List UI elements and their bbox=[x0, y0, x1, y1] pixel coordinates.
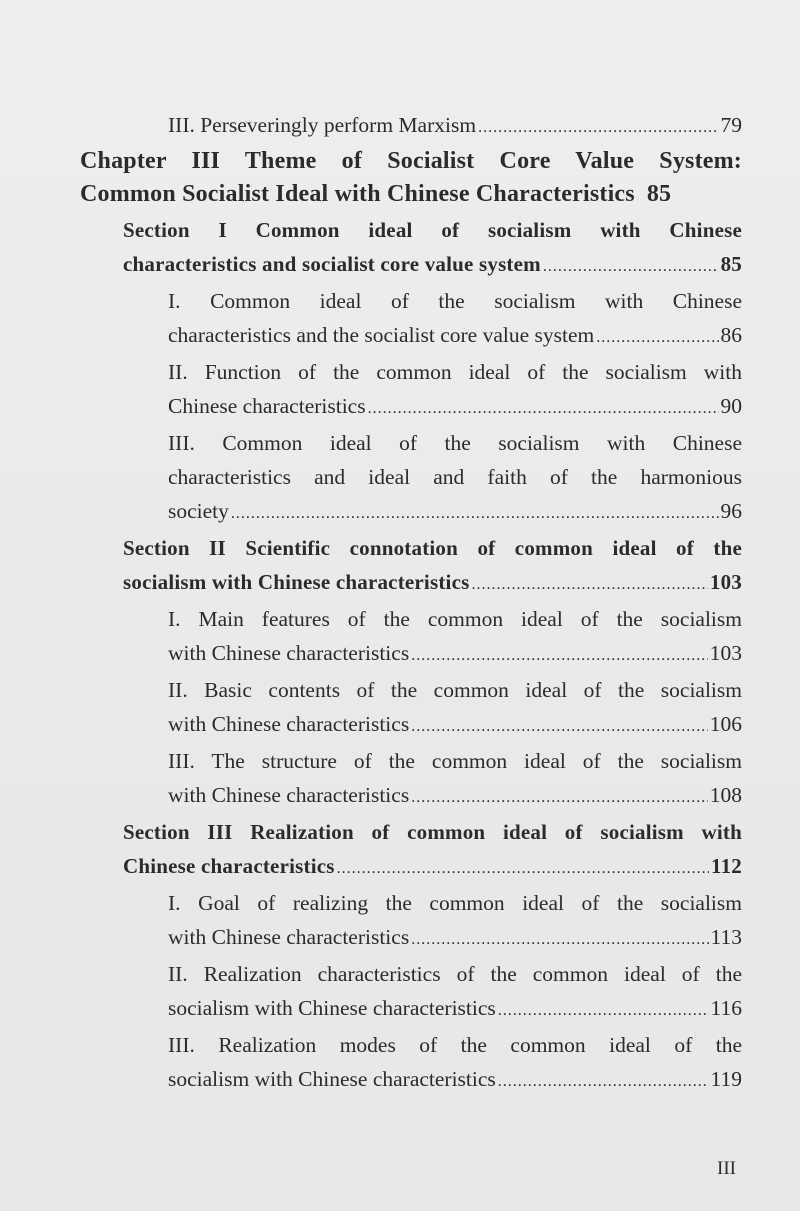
dot-leader bbox=[337, 852, 709, 886]
toc-entry-title-end: Chinese characteristics bbox=[123, 854, 335, 878]
toc-entry-item bbox=[0, 355, 800, 426]
toc-entry-item bbox=[0, 602, 800, 673]
toc-page-number: 86 bbox=[720, 323, 742, 347]
toc-entry-title-end: III. Perseveringly perform Marxism bbox=[168, 113, 477, 137]
toc-entry-title-line: characteristics and ideal and faith of the harmonious bbox=[168, 465, 742, 489]
toc-page-number: 103 bbox=[709, 641, 742, 665]
toc-page-number: 106 bbox=[709, 712, 742, 736]
toc-entry-last-line bbox=[168, 636, 742, 673]
toc-entry-item bbox=[0, 886, 800, 957]
toc-page-number: 79 bbox=[720, 113, 742, 137]
toc-entry-last-line bbox=[123, 565, 742, 602]
toc-entry-title-line: III. The structure of the common ideal of the socialism bbox=[168, 749, 742, 773]
toc-entry-last-line bbox=[168, 991, 742, 1028]
toc-entry-title-line: I. Goal of realizing the common ideal of the socialism bbox=[168, 891, 742, 915]
toc-entry-last-line bbox=[168, 108, 742, 145]
toc-entry-title-end: socialism with Chinese characteristics bbox=[123, 570, 470, 594]
toc-entry-sec bbox=[0, 213, 800, 284]
dot-leader bbox=[411, 639, 708, 673]
dot-leader bbox=[471, 568, 707, 602]
toc-entry-item bbox=[0, 673, 800, 744]
toc-entry-chap bbox=[0, 145, 800, 213]
toc-entry-title-end: socialism with Chinese characteristics bbox=[168, 1067, 496, 1091]
toc-entry-sec bbox=[0, 815, 800, 886]
toc-page-number: 90 bbox=[720, 394, 742, 418]
toc-page-number: 85 bbox=[646, 181, 672, 207]
page-number: III bbox=[717, 1158, 736, 1179]
toc-entry-item bbox=[0, 284, 800, 355]
toc-entry-title-end: with Chinese characteristics bbox=[168, 783, 410, 807]
toc-entry-title-line: Section I Common ideal of socialism with Chinese bbox=[123, 218, 742, 242]
toc-entry-last-line bbox=[168, 1062, 742, 1099]
toc-entry-last-line bbox=[168, 778, 742, 815]
toc-entry-last-line bbox=[123, 849, 742, 886]
toc-page-number: 96 bbox=[720, 499, 742, 523]
toc-entry-title-end: with Chinese characteristics bbox=[168, 641, 410, 665]
toc-entry-last-line bbox=[168, 318, 742, 355]
table-of-contents bbox=[0, 108, 800, 1099]
toc-page-number: 103 bbox=[709, 570, 742, 594]
toc-entry-last-line bbox=[80, 178, 742, 213]
toc-page-number: 85 bbox=[720, 252, 742, 276]
toc-page-number: 116 bbox=[710, 996, 742, 1020]
toc-entry-title-line: II. Basic contents of the common ideal of the socialism bbox=[168, 678, 742, 702]
toc-entry-last-line bbox=[168, 389, 742, 426]
dot-leader bbox=[411, 710, 708, 744]
toc-entry-last-line bbox=[168, 707, 742, 744]
toc-entry-last-line bbox=[168, 494, 742, 531]
toc-entry-item bbox=[0, 426, 800, 531]
toc-entry-title-end: with Chinese characteristics bbox=[168, 925, 410, 949]
toc-page-number: 119 bbox=[710, 1067, 742, 1091]
toc-entry-title-line: II. Realization characteristics of the common ideal of the bbox=[168, 962, 742, 986]
toc-entry-title-end: characteristics and the socialist core value system bbox=[168, 323, 595, 347]
dot-leader bbox=[498, 1065, 709, 1099]
toc-entry-title-line: III. Realization modes of the common ideal of the bbox=[168, 1033, 742, 1057]
toc-entry-title-end: characteristics and socialist core value system bbox=[123, 252, 541, 276]
toc-entry-title-end: society bbox=[168, 499, 229, 523]
toc-entry-title-line: I. Common ideal of the socialism with Chinese bbox=[168, 289, 742, 313]
toc-entry-title-end: Common Socialist Ideal with Chinese Characteristics bbox=[80, 181, 635, 207]
dot-leader bbox=[411, 781, 708, 815]
toc-page-number: 108 bbox=[709, 783, 742, 807]
toc-entry-title-end: with Chinese characteristics bbox=[168, 712, 410, 736]
toc-entry-last-line bbox=[123, 247, 742, 284]
toc-entry-sec bbox=[0, 531, 800, 602]
dot-leader bbox=[498, 994, 709, 1028]
toc-entry-item bbox=[0, 957, 800, 1028]
dot-leader bbox=[478, 111, 718, 145]
toc-entry-title-line: Section III Realization of common ideal of socialism with bbox=[123, 820, 742, 844]
toc-entry-title-end: Chinese characteristics bbox=[168, 394, 366, 418]
dot-leader bbox=[368, 392, 719, 426]
toc-entry-title-line: Section II Scientific connotation of common ideal of the bbox=[123, 536, 742, 560]
toc-page-number: 113 bbox=[710, 925, 742, 949]
toc-entry-item bbox=[0, 108, 800, 145]
toc-entry-item bbox=[0, 1028, 800, 1099]
toc-entry-item bbox=[0, 744, 800, 815]
toc-entry-title-line: III. Common ideal of the socialism with Chinese bbox=[168, 431, 742, 455]
toc-entry-last-line bbox=[168, 920, 742, 957]
toc-entry-title-end: socialism with Chinese characteristics bbox=[168, 996, 496, 1020]
toc-page-number: 112 bbox=[711, 854, 742, 878]
toc-entry-title-line: I. Main features of the common ideal of the socialism bbox=[168, 607, 742, 631]
dot-leader bbox=[596, 321, 718, 355]
dot-leader bbox=[411, 923, 708, 957]
toc-entry-title-line: II. Function of the common ideal of the socialism with bbox=[168, 360, 742, 384]
dot-leader bbox=[543, 250, 719, 284]
toc-entry-title-line: Chapter III Theme of Socialist Core Value System: bbox=[80, 148, 742, 174]
dot-leader bbox=[231, 497, 719, 531]
